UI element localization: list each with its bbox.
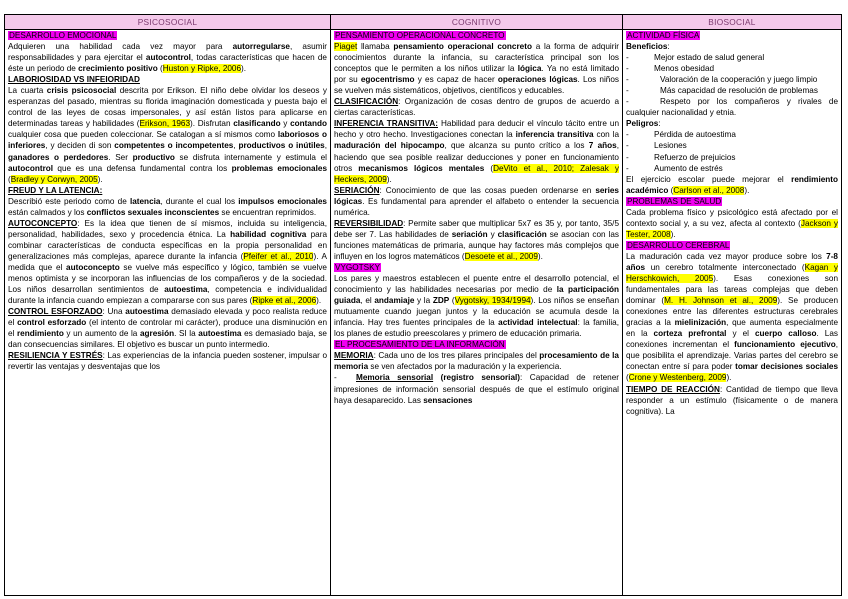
heading-laboriosidad: LABORIOSIDAD VS INFEIORIDAD [8,75,140,85]
citation: Kagan y Herschkowich, 2005 [626,262,838,284]
paragraph-reversibilidad: REVERSIBILIDAD: Permite saber que multiplicar 5x7 es 35 y, por tanto, 35/5 debe ser 7. Las habilidades de seriación y clasificación se asocian con las funciones matemáticas de primaria, aunque hay factores más complejos que influyen en los logros matemáticos (Desoete et al., 2009). [334,218,619,261]
list-item: - Refuerzo de prejuicios [626,152,736,162]
header-psicosocial: PSICOSOCIAL [5,15,331,30]
list-item-memoria-sensorial: - Memoria sensorial (registro sensorial): Capacidad de retener impresiones de información sensorial después de que el estímulo original haya desaparecido. Las sensaciones [334,373,619,405]
list-item: - Mejor estado de salud general [626,53,765,63]
heading-actividad-fisica: ACTIVIDAD FÍSICA [627,31,700,40]
label-peligros: Peligros: [626,119,661,129]
header-row [5,15,842,30]
list-item: - Lesiones [626,141,687,151]
paragraph: Cada problema físico y psicológico está afectado por el contexto social y, a su vez, afecta al contexto (Jackson y Tester, 2008). [626,207,839,239]
list-item: - Pérdida de autoestima [626,130,736,140]
paragraph: Describió este periodo como de latencia, durante el cual los impulsos emocionales están calmados y los conflictos sexuales inconscientes se encuentran reprimidos. [8,196,327,217]
heading-desarrollo-cerebral: DESARROLLO CEREBRAL [627,240,730,250]
paragraph-inferencia: INFERENCIA TRANSITIVA: Habilidad para deducir el vínculo tácito entre un hecho y otro hecho. Investigaciones conectan la inferencia transitiva con la maduración del hipocampo, que alcanza su punto crítico a los 7 años, haciendo que sea posible realizar deducciones y poner en funcionamiento otros mecanismos lógicos mentales (DeVito et al., 2010; Zalesak y Heckers, 2009). [334,119,620,184]
heading-pensamiento-operacional: PENSAMIENTO OPERACIONAL CONCRETO [335,31,505,40]
paragraph-seriacion: SERIACIÓN: Conocimiento de que las cosas pueden ordenarse en series lógicas. Es fundamental para aprender el alfabeto o entender la secuencia numérica. [334,185,619,217]
paragraph: La cuarta crisis psicosocial descrita por Erikson. El niño debe olvidar los deseos y esperanzas del pasado, mientras su florida imaginación domesticada y puesta bajo el control de las leyes de cosas impersonales, y así están listos para aplicarse en determinadas tareas y habilidades (Erikson, 1963). Disfrutan clasificando y contando cualquier cosa que pueden coleccionar. Se catalogan a sí mismos como laboriosos o inferiores, y deciden di son competentes o incompetentes, productivos o inútiles, ganadores o perdedores. Ser productivo se disfruta internamente y estimula el autocontrol que es una defensa fundamental contra los problemas emocionales (Bradley y Corwyn, 2005). [8,86,327,184]
citation: M. H. Johnson et al., 2009 [664,296,778,306]
citation: Ripke et al., 2006 [252,296,317,306]
paragraph: Los pares y maestros establecen el puente entre el desarrollo potencial, el conocimiento y las habilidades necesarias por medio de la participación guiada, el andamiaje y la ZDP (Vygotsky, 1934/1994). Los niños se enseñan mutuamente cuando juegan juntos y la educación se acumula desde la infancia. Hay tres fuentes principales de la actividad intelectual: la familia, los planes de estudio preescolares y primero de educación primaria. [334,274,620,339]
citation: Desoete et al., 2009 [464,251,538,261]
paragraph-tiempo-reaccion: TIEMPO DE REACCIÓN: Cantidad de tiempo que lleva responder a un estímulo (físicamente o de manera cognitiva). La [626,384,838,416]
header-cognitivo: COGNITIVO [331,15,623,30]
citation: Pfeifer et al., 2010 [243,251,314,261]
citation: Crone y Westenberg, 2009 [628,373,727,383]
paragraph-resiliencia: RESILIENCIA Y ESTRÉS: Las experiencias de la infancia pueden sostener, impulsar o revertir las ventajas y desventajas que los [8,351,328,372]
heading-desarrollo-emocional: DESARROLLO EMOCIONAL [9,31,117,40]
heading-problemas-salud: PROBLEMAS DE SALUD [627,196,722,206]
citation: Vygotsky, 1934/1994 [454,296,531,306]
heading-vygotsky: VYGOTSKY [335,262,381,272]
paragraph: El ejercicio escolar puede mejorar el rendimiento académico (Carlson et al., 2008). [626,174,838,195]
paragraph-memoria: MEMORIA: Cada uno de los tres pilares principales del procesamiento de la memoria se ven afectados por la maduración y la experiencia. [334,351,619,372]
heading-procesamiento: EL PROCESAMIENTO DE LA INFORMACIÓN [335,340,505,350]
heading-freud: FREUD Y LA LATENCIA: [8,185,103,195]
header-biosocial: BIOSOCIAL [623,15,842,30]
citation: DeVito et al., 2010; Zalesak y Heckers, 2009 [334,163,619,184]
list-item: - Aumento de estrés [626,163,723,173]
citation: Jackson y Tester, 2008 [626,218,839,239]
paragraph: Adquieren una habilidad cada vez mayor para autorregularse, asumir responsabilidades y para ejercitar el autocontrol, todas características que hacen de éste un periodo de crecimiento positivo (Huston y Ripke, 2006). [8,42,327,74]
citation: Carlson et al., 2008 [673,185,745,195]
list-item: - Menos obesidad [626,64,715,74]
cognitivo-column [331,30,623,596]
paragraph-control-esforzado: CONTROL ESFORZADO: Una autoestima demasiado elevada y poco realista reduce el control esforzado (el intento de controlar mi carácter), produce una disminución en el rendimiento y un aumento de la agresión. SI la autoestima es demasiado baja, se dan consecuencias similares. El objetivo es buscar un punto intermedio. [8,307,327,350]
paragraph: La maduración cada vez mayor produce sobre los 7-8 años un cerebro totalmente interconectado (Kagan y Herschkowich, 2005). Esas conexiones son fundamentales para las tareas complejas que deben dominar (M. H. Johnson et al., 2009). Se producen conexiones entre las diferentes estructuras cerebrales gracias a la mielinización, que aumenta especialmente en la corteza prefrontal y el cuerpo calloso. Las conexiones incrementan el funcionamiento ejecutivo, que posibilita el aprendizaje. Varias partes del cerebro se conectan entre sí para poder tomar decisiones sociales (Crone y Westenberg, 2009). [626,251,838,383]
paragraph-autoconcepto: AUTOCONCEPTO: Es la idea que tienen de sí mismos, incluida su inteligencia, personalidad, habilidades, sexo y procedencia étnica. La habilidad cognitiva para combinar características de conducta específicas en la propia personalidad en generalizaciones más complejas, aparece durante la infancia (Pfeifer et al., 2010). A medida que el autoconcepto se vuelve más específico y lógico, también se vuelve menos optimista y se incorporan las influencias de los compañeros y de la sociedad. Los niños desarrollan sentimientos de autoestima, competencia e individualidad durante la infancia cuando empiezan a compararse con sus pares (Ripke et al., 2006). [8,218,328,306]
paragraph-clasificacion: CLASIFICACIÓN: Organización de cosas dentro de grupos de acuerdo a ciertas características. [334,97,619,118]
paragraph: Piaget llamaba pensamiento operacional concreto a la forma de adquirir conocimientos durante la infancia, su característica principal son los conceptos que le permiten a los niños utilizar la lógica. Ya no está limitado por su egocentrismo y es capaz de hacer operaciones lógicas. Los niños se vuelven más sistemáticos, objetivos, científicos y educables. [334,42,619,96]
citation: Erikson, 1963 [139,119,191,129]
content-row [5,30,842,596]
summary-table [4,14,842,596]
list-item: - Respeto por los compañeros y rivales de cualquier nacionalidad y etnia. [626,97,838,118]
list-item: - Valoración de la cooperación y juego limpio [626,75,818,85]
citation: Bradley y Corwyn, 2005 [10,174,98,184]
biosocial-column [623,30,842,596]
citation: Piaget [334,42,358,52]
citation: Huston y Ripke, 2006 [162,64,242,74]
label-beneficios: Beneficios: [626,42,670,52]
list-item: - Más capacidad de resolución de problemas [626,86,818,96]
psicosocial-column [5,30,331,596]
